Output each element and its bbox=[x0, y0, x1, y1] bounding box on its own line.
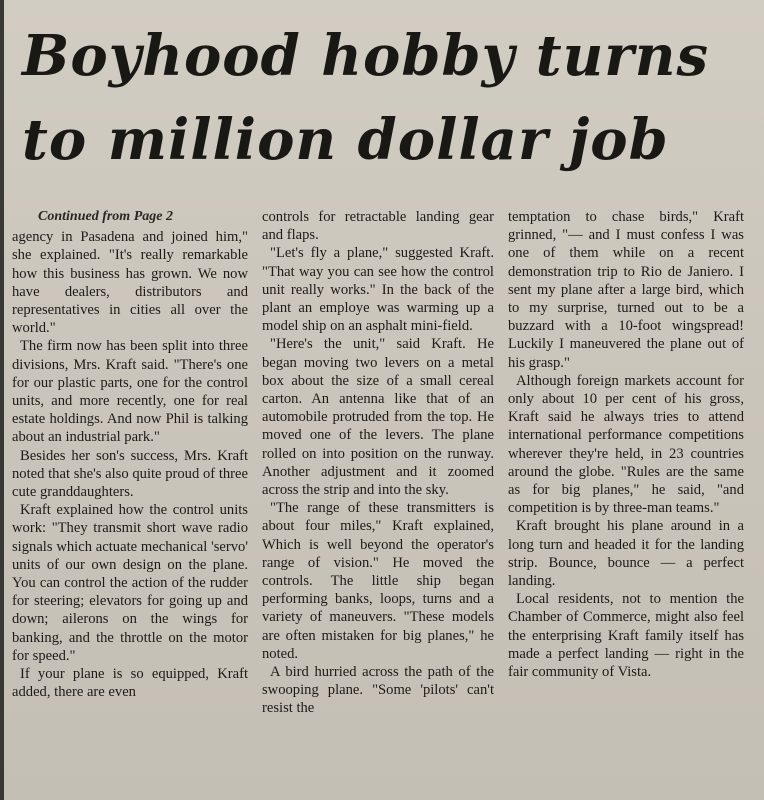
paragraph: A bird hurried across the path of the swooping plane. "Some 'pilots' can't resist the bbox=[262, 664, 494, 717]
headline-line-2: to million dollar job bbox=[22, 107, 669, 173]
page-edge bbox=[0, 0, 4, 800]
headline-line-1: Boyhood hobby turns bbox=[22, 23, 710, 89]
article-column-3 bbox=[508, 208, 744, 681]
paragraph: Local residents, not to mention the Chamber of Commerce, might also feel the enterprising Kraft family itself has made a perfect landing — right in the fair community of Vista. bbox=[508, 591, 744, 681]
paragraph: Kraft brought his plane around in a long turn and headed it for the landing strip. Bounce, bounce — a perfect landing. bbox=[508, 518, 744, 590]
paragraph: The firm now has been split into three divisions, Mrs. Kraft said. "There's one for our plastic parts, one for the control units, and more recently, one for real estate holdings. And now Phil is talking about an industrial park." bbox=[12, 338, 248, 446]
headline bbox=[22, 14, 752, 182]
article-column-2 bbox=[262, 208, 494, 718]
paragraph: temptation to chase birds," Kraft grinned, "— and I must confess I was one of them while on a recent demonstration trip to Rio de Janiero. I sent my plane after a large bird, which to my surprise, turned out to be a buzzard with a 10-foot wingspread! Luckily I maneuvered the plane out of his grasp." bbox=[508, 209, 744, 371]
continued-from-label: Continued from Page 2 bbox=[38, 209, 173, 224]
paragraph: "The range of these transmitters is about four miles," Kraft explained, Which is well beyond the operator's range of vision." He moved the controls. The little ship began performing banks, loops, turns and a variety of maneuvers. "These models are often mistaken for big planes," he noted. bbox=[262, 500, 494, 662]
paragraph: Although foreign markets account for only about 10 per cent of his gross, Kraft said he always tries to attend international performance competitions wherever they're held, in 23 countries around the globe. "Rules are the same as for big planes," he said, "and competition is by three-man teams." bbox=[508, 372, 744, 517]
paragraph: Kraft explained how the control units work: "They transmit short wave radio signals which actuate mechanical 'servo' units of our own design on the plane. You can control the action of the rudder for steering; elevators for going up and down; ailerons on the wings for banking, and the throttle on the motor for speed." bbox=[12, 502, 248, 664]
paragraph: If your plane is so equipped, Kraft added, there are even bbox=[12, 666, 248, 701]
article-column-1 bbox=[12, 208, 248, 701]
paragraph: "Let's fly a plane," suggested Kraft. "That way you can see how the control unit really works." In the back of the plant an employe was warming up a model ship on an asphalt mini-field. bbox=[262, 245, 494, 335]
paragraph: "Here's the unit," said Kraft. He began moving two levers on a metal box about the size of a small cereal carton. An antenna like that of an automobile protruded from the top. He moved one of the levers. The plane rolled on into position on the runway. Another adjustment and it zoomed across the strip and into the sky. bbox=[262, 336, 494, 499]
paragraph: agency in Pasadena and joined him," she explained. "It's really remarkable how this business has grown. We now have dealers, distributors and representatives in cities all over the world." bbox=[12, 229, 248, 337]
paragraph: controls for retractable landing gear and flaps. bbox=[262, 209, 494, 244]
paragraph: Besides her son's success, Mrs. Kraft noted that she's also quite proud of three cute granddaughters. bbox=[12, 447, 248, 501]
